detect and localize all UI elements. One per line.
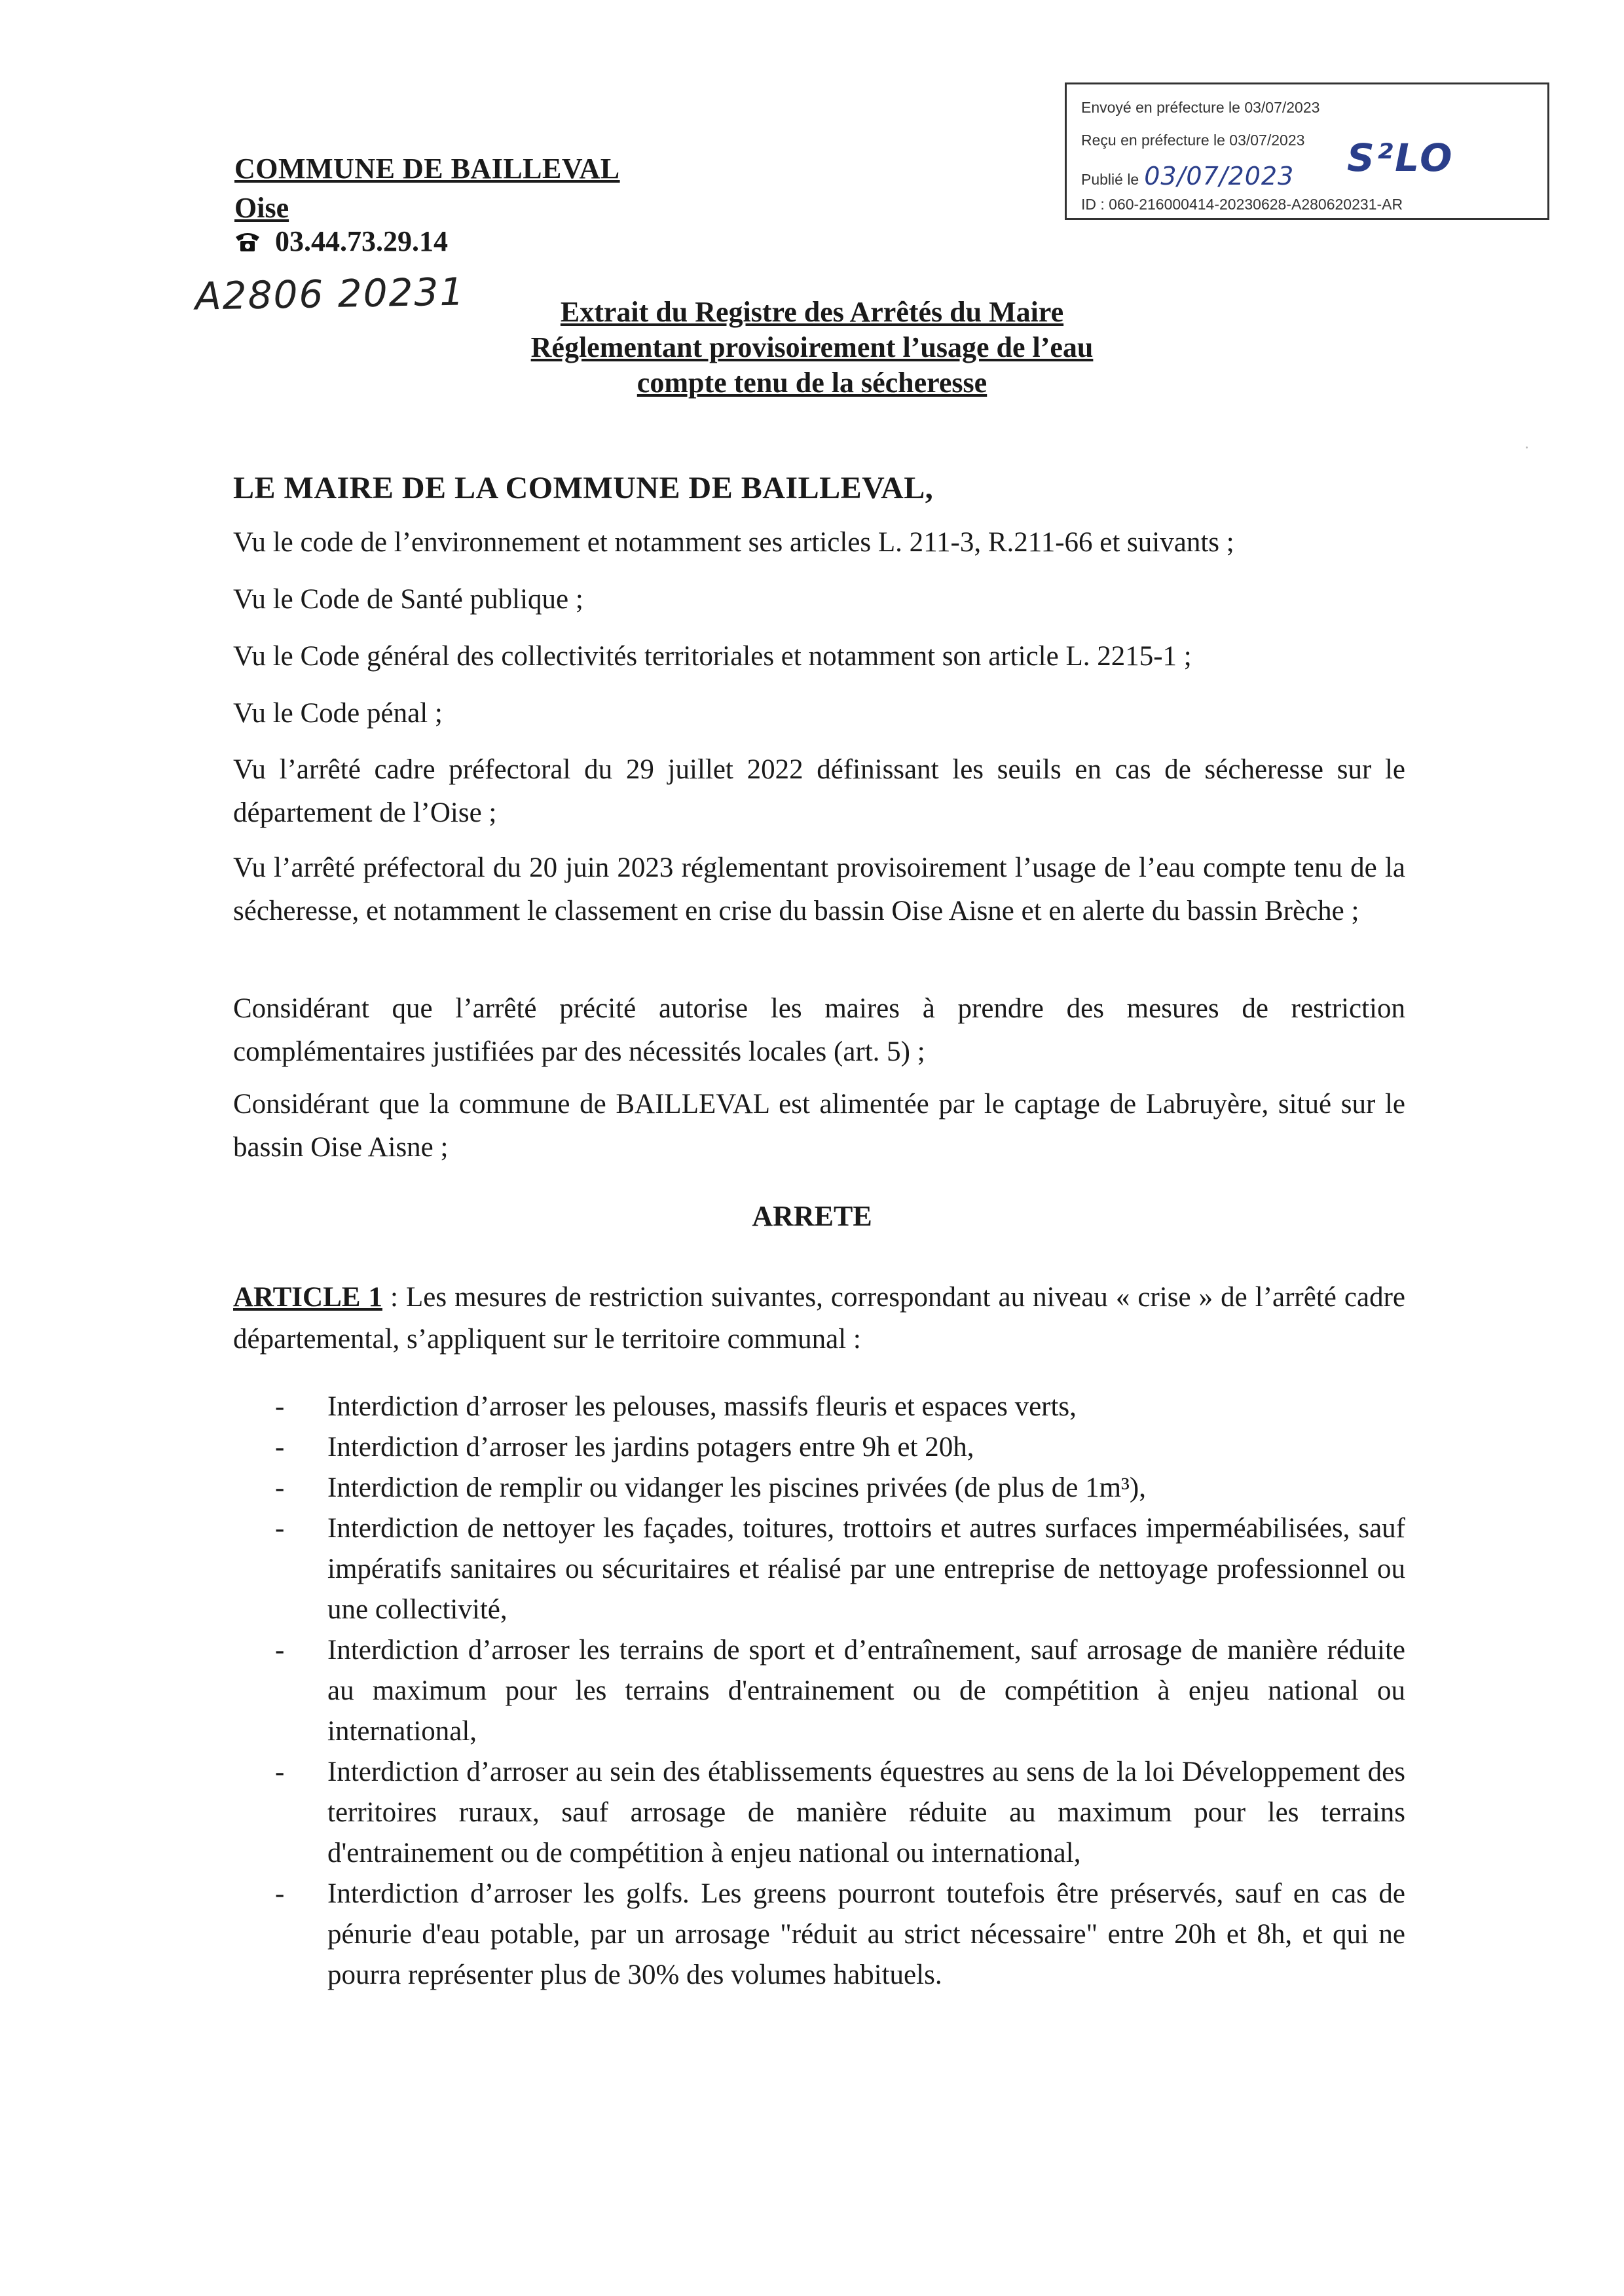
measure-item bbox=[275, 1752, 1405, 1874]
stamp-received-date: Reçu en préfecture le 03/07/2023 bbox=[1081, 132, 1305, 149]
telephone-icon bbox=[234, 230, 261, 253]
list-dash: - bbox=[275, 1635, 285, 1666]
list-dash: - bbox=[275, 1472, 285, 1503]
measure-item bbox=[275, 1630, 1405, 1752]
measure-item bbox=[275, 1874, 1405, 1995]
consideration-2: Vu le Code de Santé publique ; bbox=[233, 584, 583, 615]
department-name: Oise bbox=[234, 192, 289, 224]
measure-text: Interdiction de nettoyer les façades, toitures, trottoirs et autres surfaces imperméabilisées, sauf impératifs sanitaires ou sécuritaires et réalisé par une entreprise de nettoyage professionnel ou une collectivité, bbox=[327, 1513, 1405, 1625]
document-title bbox=[0, 295, 1624, 401]
measure-text: Interdiction d’arroser au sein des établissements équestres au sens de la loi Développement des territoires ruraux, sauf arrosage de manière réduite au maximum pour les terrains d'entrainement ou de compétition à enjeu national ou international, bbox=[327, 1757, 1405, 1868]
consideration-6: Vu l’arrêté préfectoral du 20 juin 2023 réglementant provisoirement l’usage de l’eau compte tenu de la sécheresse, et notamment le classement en crise du bassin Oise Aisne et en alerte du bassin Brèche ; bbox=[233, 852, 1405, 926]
article-1-intro bbox=[233, 1277, 1405, 1360]
measure-item bbox=[275, 1427, 1405, 1468]
article-1-label: ARTICLE 1 bbox=[233, 1282, 382, 1313]
list-dash: - bbox=[275, 1513, 285, 1544]
measure-text: Interdiction de remplir ou vidanger les piscines privées (de plus de 1m³), bbox=[327, 1472, 1146, 1503]
stamp-signature: S²LO bbox=[1347, 136, 1454, 180]
commune-name: COMMUNE DE BAILLEVAL bbox=[234, 153, 620, 185]
stamp-id: ID : 060-216000414-20230628-A280620231-AR bbox=[1081, 196, 1403, 213]
stamp-published-date: 03/07/2023 bbox=[1144, 162, 1295, 191]
stamp-published-label: Publié le bbox=[1081, 171, 1139, 188]
measure-item bbox=[275, 1468, 1405, 1508]
measure-text: Interdiction d’arroser les jardins potagers entre 9h et 20h, bbox=[327, 1432, 974, 1463]
measures-list bbox=[275, 1387, 1405, 1995]
list-dash: - bbox=[275, 1878, 285, 1909]
consideration-3: Vu le Code général des collectivités territoriales et notamment son article L. 2215-1 ; bbox=[233, 641, 1192, 672]
stamp-sent-date: Envoyé en préfecture le 03/07/2023 bbox=[1081, 99, 1320, 116]
measure-item bbox=[275, 1508, 1405, 1630]
measure-item bbox=[275, 1387, 1405, 1427]
stamp-published bbox=[1081, 162, 1294, 191]
article-1-text: : Les mesures de restriction suivantes, correspondant au niveau « crise » de l’arrêté cadre départemental, s’appliquent sur le territoire communal : bbox=[233, 1282, 1405, 1355]
arrete-heading: ARRETE bbox=[752, 1200, 872, 1232]
phone-number: 03.44.73.29.14 bbox=[275, 225, 448, 257]
scan-speck bbox=[1526, 446, 1528, 448]
title-line-1: Extrait du Registre des Arrêtés du Maire bbox=[560, 296, 1064, 328]
measure-text: Interdiction d’arroser les terrains de sport et d’entraînement, sauf arrosage de manière réduite au maximum pour les terrains d'entrainement ou de compétition à enjeu national ou international, bbox=[327, 1635, 1405, 1747]
measure-text: Interdiction d’arroser les golfs. Les greens pourront toutefois être préservés, sauf en cas de pénurie d'eau potable, par un arrosage "réduit au strict nécessaire" entre 20h et 8h, et qui ne pourra représenter plus de 30% des volumes habituels. bbox=[327, 1878, 1405, 1990]
consideration-8: Considérant que la commune de BAILLEVAL est alimentée par le captage de Labruyère, situé sur le bassin Oise Aisne ; bbox=[233, 1089, 1405, 1163]
consideration-1: Vu le code de l’environnement et notamment ses articles L. 211-3, R.211-66 et suivants ; bbox=[233, 527, 1234, 558]
mayor-heading: LE MAIRE DE LA COMMUNE DE BAILLEVAL, bbox=[233, 471, 934, 505]
prefecture-stamp bbox=[1065, 82, 1549, 220]
consideration-5: Vu l’arrêté cadre préfectoral du 29 juillet 2022 définissant les seuils en cas de sécheresse sur le département de l’Oise ; bbox=[233, 754, 1405, 828]
handwritten-reference: A2806 20231 bbox=[194, 269, 466, 319]
title-line-2: Réglementant provisoirement l’usage de l’eau bbox=[530, 331, 1094, 363]
measure-text: Interdiction d’arroser les pelouses, massifs fleuris et espaces verts, bbox=[327, 1391, 1077, 1422]
phone-line bbox=[234, 225, 448, 258]
consideration-4: Vu le Code pénal ; bbox=[233, 698, 443, 729]
consideration-7: Considérant que l’arrêté précité autorise les maires à prendre des mesures de restriction complémentaires justifiées par des nécessités locales (art. 5) ; bbox=[233, 993, 1405, 1067]
list-dash: - bbox=[275, 1757, 285, 1787]
list-dash: - bbox=[275, 1432, 285, 1463]
list-dash: - bbox=[275, 1391, 285, 1422]
title-line-3: compte tenu de la sécheresse bbox=[637, 367, 987, 399]
